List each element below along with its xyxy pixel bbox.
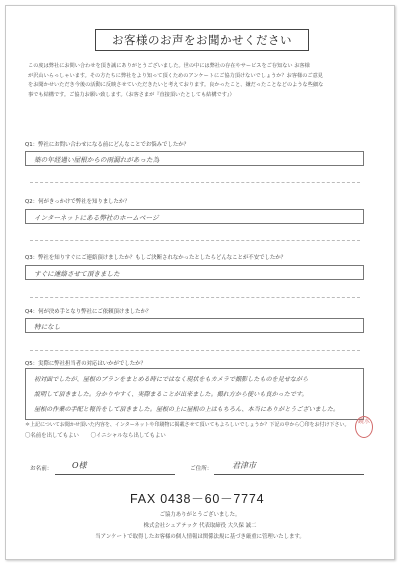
- footer-company: 株式会社シェアテック 代表取締役 大久保 誠二: [143, 523, 257, 529]
- question-4-label: Q4：何が決め手となり弊社にご依頼頂けましたか？: [25, 309, 152, 315]
- question-5-answer-line: 初対面でしたが、屋根のプランをまとめる時にではなく現状をもカメラで撮影したものを見せながら: [34, 376, 309, 383]
- question-1-label: Q1：弊社にお問い合わせになる前にどんなことでお悩みでしたか？: [25, 142, 190, 148]
- divider: [30, 350, 360, 351]
- consent-option-name[interactable]: 〇名前を出してもよい: [25, 433, 79, 439]
- address-underline: [214, 474, 364, 475]
- intro-line: この度は弊社にお問い合わせを頂き誠にありがとうございました。世の中には弊社の存在やサービスをご存知ない お客様: [28, 63, 310, 69]
- consent-options: [25, 431, 176, 439]
- fax-number: FAX 0438－60－7774: [130, 492, 265, 506]
- divider: [30, 182, 360, 183]
- question-5-answer-line: 屋根の作業の手配と報告をして頂きました。屋根の上に屋根の上はもちろん、本当にありがとうございました。: [34, 406, 340, 413]
- intro-line: をお聞かせいただき今後の活動に反映させていただきたいと考えております。良かったこと、嫌だったことなどのような些細な: [28, 82, 324, 89]
- consent-option-initials[interactable]: 〇イニシャルなら出してもよい: [90, 433, 166, 439]
- question-5-answer-line: 説明して頂きました。分かりやすく、実際まることが出来ました。撮れ方から使いも良かったです。: [34, 391, 308, 398]
- seal-stamp: [355, 416, 373, 438]
- question-3-answer: すぐに連絡させて頂きました: [34, 270, 120, 278]
- question-5-label: Q5：実際に弊社担当者の対応はいかがでしたか？: [25, 361, 146, 367]
- intro-line: が沢山いらっしゃいます。その方たちに弊社をより知って頂くためのアンケートにご協力頂けないでしょうか？お客様のご意見: [28, 72, 323, 79]
- question-3-label: Q3：弊社を知りすぐにご連絡頂けましたか？もしご決断されなかったとしたらどんなことが不安でしたか？: [25, 255, 287, 261]
- divider: [30, 240, 360, 241]
- name-value: O様: [72, 461, 87, 470]
- publish-consent-note: ＊上記についてお聞かせ頂いた内容を、インターネットや印刷物に掲載させて頂いてもよろしいでしょうか？下記の中から〇印をお付け下さい。: [25, 422, 350, 428]
- question-1-answer: 築の年経過い屋根からの雨漏れがあった為: [34, 156, 160, 164]
- question-4-answer-box: [25, 318, 364, 333]
- seal-stamp-text: 鏡水: [357, 418, 370, 425]
- question-1-answer-box: [25, 151, 364, 166]
- question-2-label: Q2：何がきっかけで弊社を知りましたか？: [25, 199, 130, 205]
- name-underline: [55, 474, 175, 475]
- question-2-answer-box: [25, 209, 364, 224]
- question-5-answer-box: [25, 368, 364, 420]
- footer-privacy: 当アンケートで取得したお客様の個人情報は関係法規に基づき厳重に管理いたします。: [95, 534, 305, 540]
- question-4-answer: 特になし: [34, 323, 61, 331]
- page-title: お客様のお声をお聞かせください: [95, 29, 309, 51]
- footer-thanks: ご協力ありがとうございました。: [159, 512, 241, 518]
- divider: [30, 297, 360, 298]
- intro-line: 事でも結構です。ご協力お願い致します。（お客さまが『直接頂いたとしても結構です』）: [28, 91, 235, 98]
- intro-text: [28, 62, 368, 100]
- address-label: ご住所：: [190, 466, 213, 472]
- question-2-answer: インターネットにある弊社のホームページ: [34, 214, 159, 222]
- name-label: お名前：: [30, 466, 53, 472]
- question-3-answer-box: [25, 265, 364, 280]
- address-value: 君津市: [232, 461, 256, 470]
